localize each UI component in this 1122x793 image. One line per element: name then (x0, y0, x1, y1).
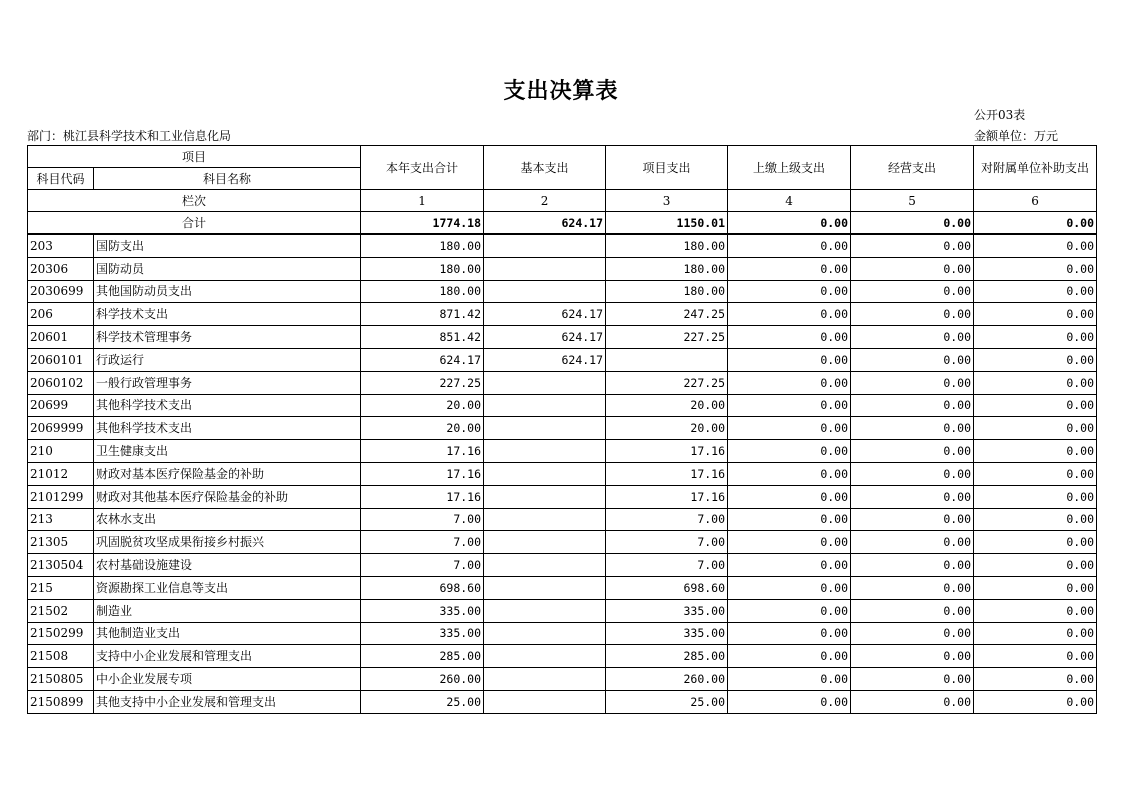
row-value: 0.00 (728, 234, 851, 257)
row-value: 0.00 (974, 303, 1097, 326)
row-value: 335.00 (361, 599, 484, 622)
row-name: 其他国防动员支出 (94, 280, 361, 303)
index-value: 2 (484, 190, 606, 212)
row-value: 0.00 (851, 508, 974, 531)
row-value: 0.00 (851, 303, 974, 326)
row-value: 0.00 (974, 645, 1097, 668)
table-row (28, 417, 1097, 440)
row-value (484, 576, 606, 599)
row-value: 0.00 (728, 485, 851, 508)
row-value: 0.00 (974, 326, 1097, 349)
row-value: 0.00 (974, 417, 1097, 440)
row-value: 0.00 (728, 622, 851, 645)
row-value: 0.00 (728, 531, 851, 554)
row-value: 0.00 (974, 462, 1097, 485)
table-row (28, 554, 1097, 577)
department-label: 部门：桃江县科学技术和工业信息化局 (27, 129, 232, 143)
row-value: 335.00 (606, 599, 728, 622)
row-value (484, 554, 606, 577)
table-row (28, 485, 1097, 508)
row-value: 0.00 (974, 234, 1097, 257)
total-value: 624.17 (484, 212, 606, 235)
row-value: 180.00 (606, 280, 728, 303)
row-value: 0.00 (851, 599, 974, 622)
row-value: 335.00 (606, 622, 728, 645)
total-value: 0.00 (851, 212, 974, 235)
table-row (28, 234, 1097, 257)
header-col-5: 经营支出 (851, 146, 974, 190)
row-value: 0.00 (851, 576, 974, 599)
row-code: 210 (28, 440, 94, 463)
row-code: 20306 (28, 257, 94, 280)
row-value (484, 462, 606, 485)
row-value: 0.00 (851, 371, 974, 394)
row-name: 国防动员 (94, 257, 361, 280)
row-value (484, 485, 606, 508)
header-col-3: 项目支出 (606, 146, 728, 190)
row-value: 0.00 (728, 371, 851, 394)
row-value (484, 417, 606, 440)
row-value: 0.00 (728, 645, 851, 668)
row-value: 227.25 (606, 326, 728, 349)
row-code: 213 (28, 508, 94, 531)
row-value: 0.00 (851, 485, 974, 508)
row-code: 2069999 (28, 417, 94, 440)
table-row (28, 690, 1097, 713)
row-value: 0.00 (851, 394, 974, 417)
row-value: 17.16 (361, 485, 484, 508)
row-value: 0.00 (728, 257, 851, 280)
row-value: 247.25 (606, 303, 728, 326)
row-value: 0.00 (728, 462, 851, 485)
row-code: 2150899 (28, 690, 94, 713)
row-value: 17.16 (361, 440, 484, 463)
row-value: 0.00 (728, 554, 851, 577)
table-row (28, 668, 1097, 691)
total-label: 合计 (28, 212, 361, 235)
row-value: 0.00 (728, 576, 851, 599)
row-value: 0.00 (974, 599, 1097, 622)
row-value: 25.00 (606, 690, 728, 713)
row-name: 支持中小企业发展和管理支出 (94, 645, 361, 668)
table-row (28, 576, 1097, 599)
row-value: 7.00 (606, 508, 728, 531)
header-item-group: 项目 (28, 146, 361, 168)
row-value: 0.00 (974, 440, 1097, 463)
row-code: 2101299 (28, 485, 94, 508)
row-value (606, 348, 728, 371)
row-value: 0.00 (974, 394, 1097, 417)
header-col-1: 本年支出合计 (361, 146, 484, 190)
row-value: 0.00 (851, 531, 974, 554)
row-value: 20.00 (361, 417, 484, 440)
row-value: 20.00 (361, 394, 484, 417)
row-value: 0.00 (851, 668, 974, 691)
row-value (484, 371, 606, 394)
row-name: 其他科学技术支出 (94, 394, 361, 417)
table-row (28, 531, 1097, 554)
form-number: 公开03表 (974, 108, 1026, 122)
total-value: 1774.18 (361, 212, 484, 235)
header-col-6: 对附属单位补助支出 (974, 146, 1097, 190)
row-code: 20601 (28, 326, 94, 349)
row-value: 7.00 (606, 531, 728, 554)
table-row (28, 371, 1097, 394)
row-value: 624.17 (484, 326, 606, 349)
row-value (484, 599, 606, 622)
table-row (28, 622, 1097, 645)
table-row (28, 326, 1097, 349)
row-value: 0.00 (851, 645, 974, 668)
row-value: 20.00 (606, 394, 728, 417)
row-value: 0.00 (974, 531, 1097, 554)
row-value: 698.60 (361, 576, 484, 599)
row-value: 180.00 (361, 257, 484, 280)
row-value: 851.42 (361, 326, 484, 349)
row-name: 其他科学技术支出 (94, 417, 361, 440)
row-code: 206 (28, 303, 94, 326)
row-code: 2150299 (28, 622, 94, 645)
table-row (28, 303, 1097, 326)
row-value: 0.00 (974, 257, 1097, 280)
header-code: 科目代码 (28, 168, 94, 190)
row-value: 0.00 (974, 485, 1097, 508)
row-value: 285.00 (606, 645, 728, 668)
table-row (28, 348, 1097, 371)
row-value: 7.00 (361, 554, 484, 577)
row-code: 2030699 (28, 280, 94, 303)
row-code: 2130504 (28, 554, 94, 577)
row-value: 0.00 (974, 576, 1097, 599)
row-value (484, 531, 606, 554)
row-value: 0.00 (728, 668, 851, 691)
row-value: 624.17 (484, 303, 606, 326)
row-value: 0.00 (851, 348, 974, 371)
row-value: 0.00 (728, 690, 851, 713)
total-value: 1150.01 (606, 212, 728, 235)
row-value: 698.60 (606, 576, 728, 599)
row-code: 21502 (28, 599, 94, 622)
row-value: 0.00 (728, 440, 851, 463)
row-value (484, 508, 606, 531)
row-value (484, 668, 606, 691)
row-value: 0.00 (728, 417, 851, 440)
row-value: 624.17 (361, 348, 484, 371)
table-row (28, 440, 1097, 463)
row-value: 0.00 (974, 508, 1097, 531)
row-value: 7.00 (361, 531, 484, 554)
row-value: 17.16 (606, 440, 728, 463)
row-value: 17.16 (606, 462, 728, 485)
total-row (28, 212, 1097, 235)
row-code: 215 (28, 576, 94, 599)
row-name: 科学技术管理事务 (94, 326, 361, 349)
row-code: 2060102 (28, 371, 94, 394)
row-value (484, 645, 606, 668)
row-name: 农村基础设施建设 (94, 554, 361, 577)
row-value: 180.00 (361, 280, 484, 303)
row-code: 2150805 (28, 668, 94, 691)
row-value: 0.00 (974, 554, 1097, 577)
row-value: 180.00 (606, 257, 728, 280)
row-value: 0.00 (974, 622, 1097, 645)
row-value: 0.00 (851, 234, 974, 257)
row-value: 0.00 (728, 280, 851, 303)
row-name: 巩固脱贫攻坚成果衔接乡村振兴 (94, 531, 361, 554)
row-name: 其他支持中小企业发展和管理支出 (94, 690, 361, 713)
total-value: 0.00 (974, 212, 1097, 235)
row-name: 财政对基本医疗保险基金的补助 (94, 462, 361, 485)
row-code: 21305 (28, 531, 94, 554)
row-name: 农林水支出 (94, 508, 361, 531)
row-name: 中小企业发展专项 (94, 668, 361, 691)
index-value: 3 (606, 190, 728, 212)
row-name: 行政运行 (94, 348, 361, 371)
header-name: 科目名称 (94, 168, 361, 190)
index-label: 栏次 (28, 190, 361, 212)
row-value: 25.00 (361, 690, 484, 713)
total-value: 0.00 (728, 212, 851, 235)
row-value: 0.00 (851, 690, 974, 713)
row-value: 0.00 (974, 280, 1097, 303)
row-value: 0.00 (974, 690, 1097, 713)
row-value: 0.00 (728, 599, 851, 622)
row-code: 21508 (28, 645, 94, 668)
row-name: 资源勘探工业信息等支出 (94, 576, 361, 599)
table-row (28, 508, 1097, 531)
row-value (484, 622, 606, 645)
row-value: 0.00 (851, 462, 974, 485)
row-value: 260.00 (361, 668, 484, 691)
row-value: 0.00 (851, 622, 974, 645)
row-value: 0.00 (728, 394, 851, 417)
table-row (28, 599, 1097, 622)
row-value (484, 257, 606, 280)
page-title: 支出决算表 (503, 79, 619, 104)
row-name: 一般行政管理事务 (94, 371, 361, 394)
expenditure-table (27, 145, 1097, 714)
row-value: 260.00 (606, 668, 728, 691)
row-value: 0.00 (728, 326, 851, 349)
row-value (484, 440, 606, 463)
row-code: 2060101 (28, 348, 94, 371)
header-col-2: 基本支出 (484, 146, 606, 190)
row-value: 0.00 (851, 257, 974, 280)
row-code: 20699 (28, 394, 94, 417)
row-name: 制造业 (94, 599, 361, 622)
table-row (28, 257, 1097, 280)
table-row (28, 280, 1097, 303)
row-value: 17.16 (361, 462, 484, 485)
row-value (484, 234, 606, 257)
index-value: 4 (728, 190, 851, 212)
table-row (28, 645, 1097, 668)
unit-label: 金额单位：万元 (974, 129, 1059, 143)
row-name: 科学技术支出 (94, 303, 361, 326)
row-value: 180.00 (361, 234, 484, 257)
row-value: 0.00 (851, 280, 974, 303)
row-value: 624.17 (484, 348, 606, 371)
row-value: 7.00 (361, 508, 484, 531)
row-value: 0.00 (851, 554, 974, 577)
row-value: 17.16 (606, 485, 728, 508)
row-name: 卫生健康支出 (94, 440, 361, 463)
index-value: 5 (851, 190, 974, 212)
table-row (28, 394, 1097, 417)
row-value: 227.25 (606, 371, 728, 394)
row-name: 其他制造业支出 (94, 622, 361, 645)
row-value: 20.00 (606, 417, 728, 440)
table-row (28, 462, 1097, 485)
row-value: 335.00 (361, 622, 484, 645)
index-value: 1 (361, 190, 484, 212)
row-value: 0.00 (974, 348, 1097, 371)
row-value: 227.25 (361, 371, 484, 394)
row-value: 285.00 (361, 645, 484, 668)
row-value: 180.00 (606, 234, 728, 257)
row-name: 国防支出 (94, 234, 361, 257)
header-col-4: 上缴上级支出 (728, 146, 851, 190)
row-value: 0.00 (974, 371, 1097, 394)
row-value: 0.00 (851, 326, 974, 349)
row-value (484, 280, 606, 303)
row-value: 0.00 (974, 668, 1097, 691)
row-value (484, 690, 606, 713)
row-value: 871.42 (361, 303, 484, 326)
row-name: 财政对其他基本医疗保险基金的补助 (94, 485, 361, 508)
row-value: 0.00 (728, 303, 851, 326)
row-code: 21012 (28, 462, 94, 485)
row-code: 203 (28, 234, 94, 257)
row-value: 0.00 (728, 508, 851, 531)
row-value: 0.00 (851, 440, 974, 463)
row-value: 0.00 (851, 417, 974, 440)
row-value: 7.00 (606, 554, 728, 577)
row-value (484, 394, 606, 417)
index-value: 6 (974, 190, 1097, 212)
row-value: 0.00 (728, 348, 851, 371)
